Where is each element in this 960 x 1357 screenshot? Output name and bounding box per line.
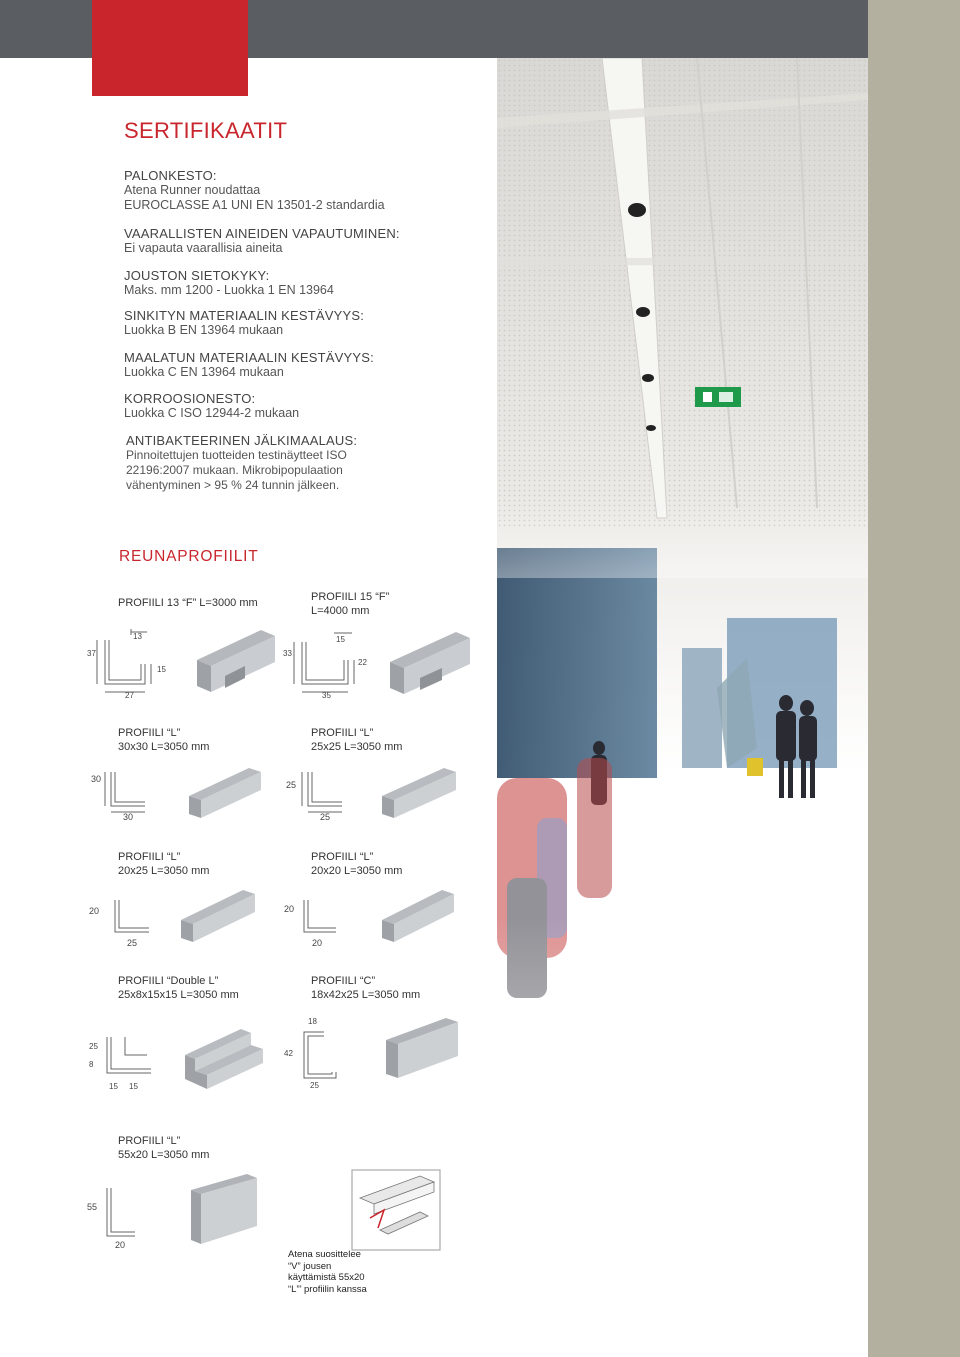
dim-label: 25: [320, 812, 331, 822]
dim-label: 15: [109, 1082, 118, 1091]
profile-label: PROFIILI “L” 20x20 L=3050 mm: [311, 851, 403, 877]
dim-label: 20: [312, 938, 323, 948]
profile-l-30x30-diagram: [85, 760, 275, 824]
dim-label: 25: [89, 1042, 98, 1051]
profile-l-55x20-diagram: [85, 1170, 275, 1250]
profile-l-20x20-diagram: [282, 880, 472, 950]
dim-label: 15: [157, 665, 166, 674]
cert-hazardous-substances: [124, 226, 454, 256]
red-accent-block: [92, 0, 248, 96]
dim-label: 15: [336, 635, 345, 644]
profile-label: PROFIILI “C” 18x42x25 L=3050 mm: [311, 975, 421, 1001]
v-spring-illustration: [350, 1168, 442, 1252]
cert-galvanized: [124, 308, 454, 338]
cert-heading: PALONKESTO:: [124, 168, 217, 183]
cert-text: Atena Runner noudattaa EUROCLASSE A1 UNI EN 13501-2 standardia: [124, 183, 385, 212]
dim-label: 18: [308, 1017, 317, 1026]
dim-label: 15: [129, 1082, 138, 1091]
profile-double-l-diagram: [85, 1015, 275, 1095]
dim-label: 27: [125, 691, 134, 698]
profile-l-25x25-diagram: [282, 760, 472, 824]
cert-antibacterial: [126, 433, 456, 493]
dim-label: 35: [322, 691, 331, 700]
cert-text: Pinnoitettujen tuotteiden testinäytteet ISO 22196:2007 mukaan. Mikrobipopulaation vähentyminen > 95 % 24 tunnin jälkeen.: [126, 448, 347, 492]
cert-heading: JOUSTON SIETOKYKY:: [124, 268, 270, 283]
corridor-photo: [497, 58, 868, 1357]
profile-label: PROFIILI “L” 55x20 L=3050 mm: [118, 1135, 210, 1161]
dim-label: 25: [286, 780, 297, 790]
cert-heading: VAARALLISTEN AINEIDEN VAPAUTUMINEN:: [124, 226, 400, 241]
dim-label: 25: [127, 938, 138, 948]
profile-label: PROFIILI “L” 25x25 L=3050 mm: [311, 727, 403, 753]
profile-label: PROFIILI 15 “F” L=4000 mm: [311, 591, 390, 617]
dim-label: 30: [123, 812, 134, 822]
right-strip: [868, 0, 960, 1357]
cert-painted: [124, 350, 454, 380]
recommendation-note: Atena suosittelee “V” jousen käyttämistä 55x20 “L”’ profiilin kanssa: [288, 1249, 367, 1295]
cert-heading: KORROOSIONESTO:: [124, 391, 256, 406]
profile-15f-diagram: [282, 628, 482, 700]
profile-13f-diagram: [85, 626, 285, 698]
dim-label: 8: [89, 1060, 94, 1069]
dim-label: 42: [284, 1049, 293, 1058]
cert-deflection: [124, 268, 454, 298]
cert-text: Maks. mm 1200 - Luokka 1 EN 13964: [124, 283, 334, 297]
dim-label: 20: [89, 906, 100, 916]
page-title: SERTIFIKAATIT: [124, 118, 288, 143]
section-title: REUNAPROFIILIT: [119, 548, 259, 565]
cert-heading: SINKITYN MATERIAALIN KESTÄVYYS:: [124, 308, 365, 323]
cert-corrosion: [124, 391, 454, 421]
profile-label: PROFIILI “Double L” 25x8x15x15 L=3050 mm: [118, 975, 239, 1001]
cert-text: Ei vapauta vaarallisia aineita: [124, 241, 283, 255]
cert-text: Luokka B EN 13964 mukaan: [124, 323, 284, 337]
dim-label: 25: [310, 1081, 319, 1090]
cert-text: Luokka C EN 13964 mukaan: [124, 365, 284, 379]
dim-label: 20: [284, 904, 295, 914]
cert-heading: ANTIBAKTEERINEN JÄLKIMAALAUS:: [126, 433, 358, 448]
dim-label: 55: [87, 1202, 98, 1212]
dim-label: 37: [87, 649, 96, 658]
profile-label: PROFIILI “L” 30x30 L=3050 mm: [118, 727, 210, 753]
cert-text: Luokka C ISO 12944-2 mukaan: [124, 406, 300, 420]
dim-label: 33: [283, 649, 292, 658]
dim-label: 22: [358, 658, 367, 667]
dim-label: 30: [91, 774, 102, 784]
profile-c-diagram: [282, 1012, 472, 1094]
profile-label: PROFIILI 13 “F” L=3000 mm: [118, 597, 258, 609]
white-panel: [440, 1180, 860, 1357]
profile-l-20x25-diagram: [85, 880, 275, 950]
dim-label: 13: [133, 632, 142, 641]
cert-fire-resistance: [124, 168, 454, 213]
profile-label: PROFIILI “L” 20x25 L=3050 mm: [118, 851, 210, 877]
cert-heading: MAALATUN MATERIAALIN KESTÄVYYS:: [124, 350, 374, 365]
dim-label: 20: [115, 1240, 126, 1250]
